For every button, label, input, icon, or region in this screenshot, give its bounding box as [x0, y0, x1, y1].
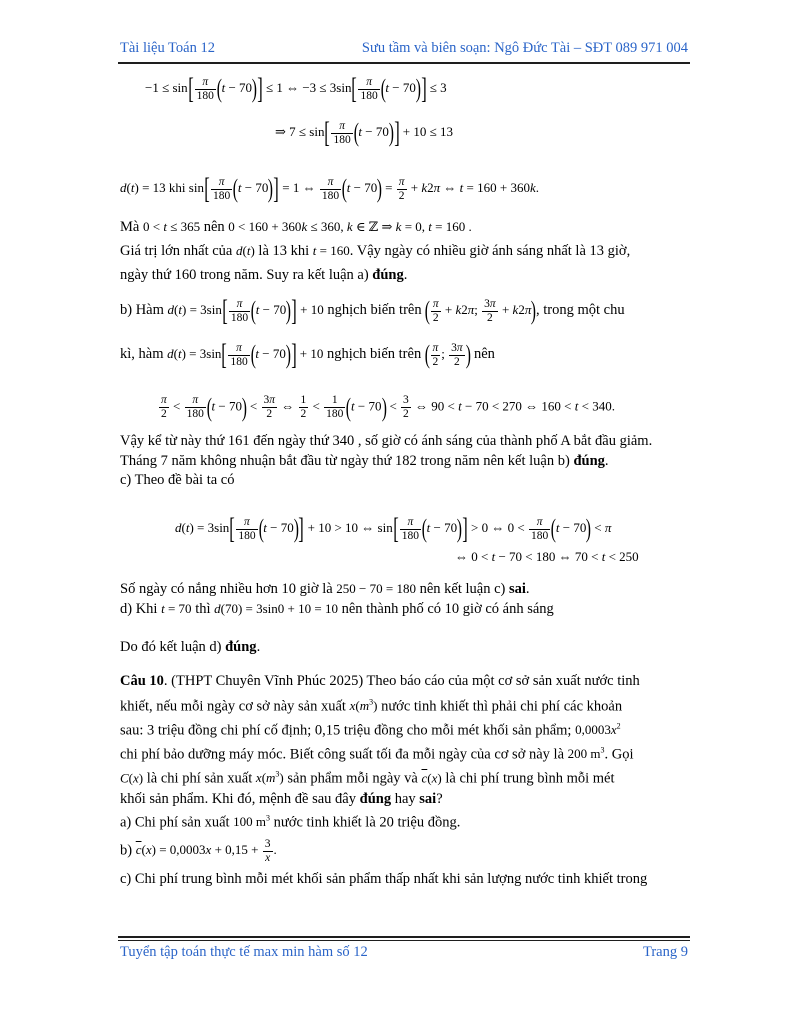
math-part-c-1: d(t) = 3sin[ $\frac{\pi}{180}$ (t − 70)] + 10 > 10 ⇔ sin[ $\frac{\pi}{180}$ (t − 70)] > 0 ⇔ 0 < $\frac{\pi}{180}$ (t − 70) < π	[175, 512, 612, 545]
text-conclusion-c: Số ngày có nắng nhiều hơn 10 giờ là 250 − 70 = 180 nên kết luận c) sai.	[120, 581, 530, 597]
text-conclusion-a: ngày thứ 160 trong năm. Suy ra kết luận a) đúng.	[120, 267, 408, 283]
page-number: Trang 9	[643, 944, 688, 960]
text-part-d: d) Khi t = 70 thì d(70) = 3sin0 + 10 = 10 nên thành phố có 10 giờ có ánh sáng	[120, 601, 554, 617]
math-part-c-2: ⇔ 0 < t − 70 < 180 ⇔ 70 < t < 250	[455, 549, 639, 564]
page-header	[120, 40, 688, 62]
page-footer	[120, 944, 688, 966]
question-10-option-a: a) Chi phí sản xuất 100 $m^3$ nước tinh khiết là 20 triệu đồng.	[120, 814, 461, 831]
question-label: Câu 10	[120, 673, 164, 689]
question-10-line-4: chi phí bảo dưỡng máy móc. Biết công suất tối đa mỗi ngày của cơ sở này là 200 $m^3$. Gọi	[120, 746, 634, 763]
text-part-c: c) Theo đề bài ta có	[120, 472, 235, 488]
question-10-option-c: c) Chi phí trung bình mỗi mét khối sản phẩm thấp nhất khi sản lượng nước tinh khiết trong	[120, 871, 648, 887]
question-10-option-b: b) $\overline{c}(x) = 0,0003x + 0,15$ + $\frac{3}{x}$ .	[120, 838, 277, 864]
question-10-line-6: khối sản phẩm. Khi đó, mệnh đề sau đây đúng hay sai?	[120, 791, 443, 807]
text-part-b-2: kì, hàm d(t) = 3sin[ $\frac{\pi}{180}$ (t − 70)] + 10 nghịch biến trên ( $\frac{\pi}{2}$ ; $\frac{3\pi}{2}$ ) nên	[120, 338, 495, 371]
math-decreasing-chain: $\frac{\pi}{2}$ < $\frac{\pi}{180}$ (t − 70) < $\frac{3\pi}{2}$ ⇔ $\frac{1}{2}$ < $\frac{1}{180}$ (t − 70) < $\frac{3}{2}$ ⇔ 90 < t − 70 < 270 ⇔ 160 < t < 340.	[161, 392, 615, 422]
text-max-value: Giá trị lớn nhất của d(t) là 13 khi t = 160. Vậy ngày có nhiều giờ ánh sáng nhất là 13 giờ,	[120, 243, 631, 259]
math-max-condition: d(t) = 13 khi sin[ $\frac{\pi}{180}$ (t − 70)] = 1 ⇔ $\frac{\pi}{180}$ (t − 70) = $\frac{\pi}{2}$ + k2π ⇔ t = 160 + 360k.	[120, 172, 539, 205]
header-title: Tài liệu Toán 12	[120, 40, 215, 56]
question-10-line-1: Câu 10. (THPT Chuyên Vĩnh Phúc 2025) Theo báo cáo của một cơ sở sản xuất nước tinh	[120, 673, 640, 689]
question-10-line-3: sau: 3 triệu đồng chi phí cố định; 0,15 triệu đồng cho mỗi mét khối sản phẩm; $0,0003x^2$	[120, 722, 621, 739]
header-rule	[118, 62, 690, 64]
footer-title: Tuyển tập toán thực tế max min hàm số 12	[120, 944, 368, 960]
math-inequality-2: ⇒ 7 ≤ sin[ $\frac{\pi}{180}$ (t − 70)] + 10 ≤ 13	[275, 116, 453, 149]
footer-rule-thin	[118, 940, 690, 941]
text-conclusion-b: Tháng 7 năm không nhuận bắt đầu từ ngày thứ 182 trong năm nên kết luận b) đúng.	[120, 453, 609, 469]
header-author: Sưu tầm và biên soạn: Ngô Đức Tài – SĐT 089 971 004	[361, 40, 688, 56]
text-ma: Mà 0 < t ≤ 365 nên 0 < 160 + 360k ≤ 360, k ∈ ℤ ⇒ k = 0, t = 160 .	[120, 219, 472, 235]
text-part-b-1: b) Hàm d(t) = 3sin[ $\frac{\pi}{180}$ (t − 70)] + 10 nghịch biến trên ( $\frac{\pi}{2}$ + k2π; $\frac{3\pi}{2}$ + k2π), trong một chu	[120, 294, 625, 327]
text-conclusion-d: Do đó kết luận d) đúng.	[120, 639, 261, 655]
math-inequality-1: −1 ≤ sin[ $\frac{\pi}{180}$ (t − 70)] ≤ 1 ⇔ −3 ≤ 3sin[ $\frac{\pi}{180}$ (t − 70)] ≤ 3	[145, 72, 447, 105]
question-10-line-5: C(x) là chi phí sản xuất $x(m^3)$ sản phẩm mỗi ngày và $\overline{c}(x)$ là chi phí trung bình mỗi mét	[120, 770, 615, 787]
text-vay-ke: Vậy kể từ này thứ 161 đến ngày thứ 340 , số giờ có ánh sáng của thành phố A bắt đầu giảm.	[120, 433, 653, 449]
footer-rule-thick	[118, 936, 690, 938]
question-10-line-2: khiết, nếu mỗi ngày cơ sở này sản xuất $x(m^3)$ nước tinh khiết thì phải chi phí các khoản	[120, 698, 623, 715]
